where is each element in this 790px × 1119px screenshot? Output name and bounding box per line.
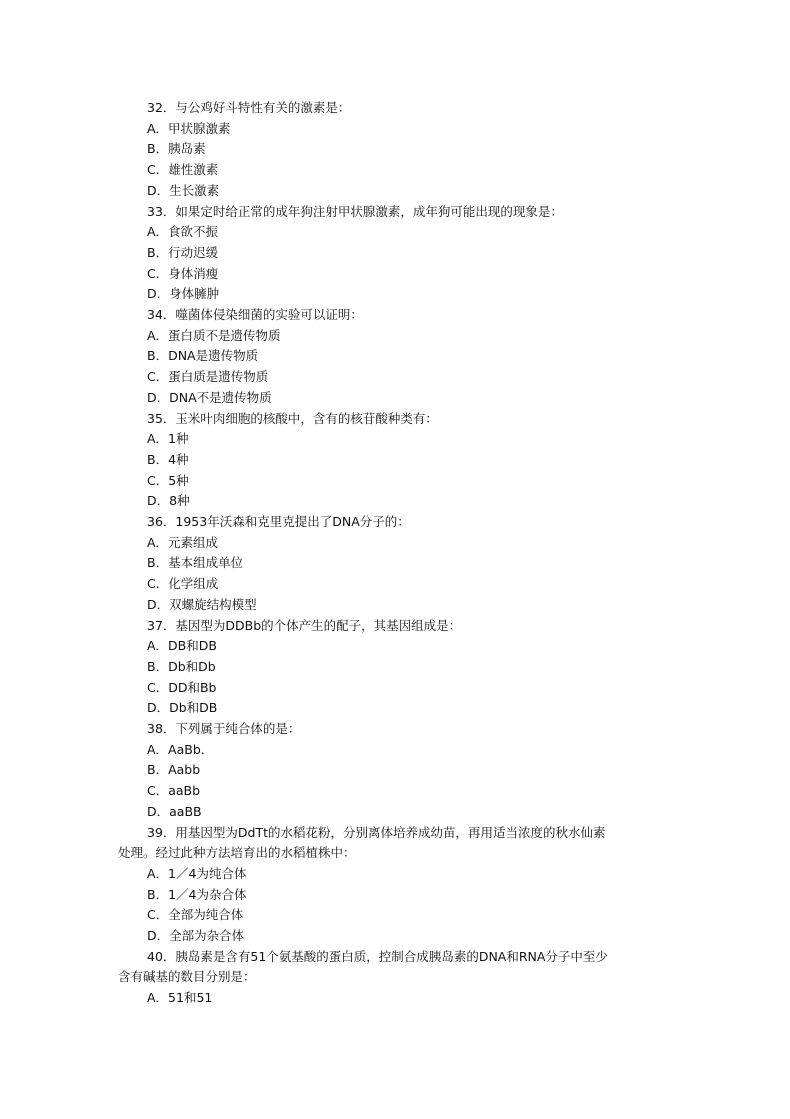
text-line: 含有碱基的数目分别是： bbox=[118, 969, 256, 985]
text-line: B．4种 bbox=[147, 451, 189, 467]
text-line: B．行动迟缓 bbox=[147, 244, 219, 260]
text-line: C．化学组成 bbox=[147, 576, 219, 592]
text-line: 37．基因型为DDBb的个体产生的配子，其基因组成是： bbox=[147, 617, 462, 633]
text-line: C．aaBb bbox=[147, 783, 201, 799]
text-line: B．1／4为杂合体 bbox=[147, 886, 247, 902]
text-line: B．Aabb bbox=[147, 762, 201, 778]
text-line: D．Db和DB bbox=[147, 700, 218, 716]
text-line: B．基本组成单位 bbox=[147, 555, 244, 571]
text-line: 33．如果定时给正常的成年狗注射甲状腺激素，成年狗可能出现的现象是： bbox=[147, 203, 563, 219]
text-line: C．身体消瘦 bbox=[147, 265, 219, 281]
text-line: C．DD和Bb bbox=[147, 679, 217, 695]
text-line: B．DNA是遗传物质 bbox=[147, 348, 259, 364]
text-line: 38．下列属于纯合体的是： bbox=[147, 721, 301, 736]
text-line: 35．玉米叶肉细胞的核酸中，含有的核苷酸种类有： bbox=[147, 410, 438, 426]
text-line: 36．1953年沃森和克里克提出了DNA分子的： bbox=[147, 514, 410, 529]
text-line: C．雄性激素 bbox=[147, 162, 219, 178]
text-line: A．AaBb． bbox=[147, 741, 214, 757]
text-line: D．身体臃肿 bbox=[147, 286, 220, 302]
text-line: 39．用基因型为DdTt的水稻花粉，分别离体培养成幼苗，再用适当浓度的秋水仙素 bbox=[147, 824, 606, 840]
text-line: A．51和51 bbox=[147, 990, 213, 1006]
text-line: A．1种 bbox=[147, 431, 189, 447]
text-line: D．8种 bbox=[147, 493, 190, 509]
text-line: D．双螺旋结构模型 bbox=[147, 596, 257, 612]
text-line: D．DNA不是遗传物质 bbox=[147, 389, 272, 405]
text-line: A．蛋白质不是遗传物质 bbox=[147, 327, 281, 343]
text-line: 处理。经过此种方法培育出的水稻植株中： bbox=[118, 845, 356, 861]
text-line: B．胰岛素 bbox=[147, 141, 206, 157]
text-line: 34．噬菌体侵染细菌的实验可以证明： bbox=[147, 307, 363, 322]
text-line: D．全部为杂合体 bbox=[147, 928, 245, 943]
text-line: A．食欲不振 bbox=[147, 224, 219, 240]
text-line: C．全部为纯合体 bbox=[147, 907, 244, 923]
text-line: A．甲状腺激素 bbox=[147, 120, 231, 136]
text-line: D．生长激素 bbox=[147, 182, 220, 198]
text-line: D．aaBB bbox=[147, 803, 202, 819]
text-line: C．蛋白质是遗传物质 bbox=[147, 369, 269, 385]
text-line: A．1／4为纯合体 bbox=[147, 865, 247, 881]
text-line: A．元素组成 bbox=[147, 534, 219, 550]
text-line: A．DB和DB bbox=[147, 638, 217, 654]
text-line: 32．与公鸡好斗特性有关的激素是： bbox=[147, 100, 351, 115]
text-line: B．Db和Db bbox=[147, 658, 216, 674]
text-line: 40．胰岛素是含有51个氨基酸的蛋白质，控制合成胰岛素的DNA和RNA分子中至少 bbox=[147, 948, 608, 964]
text-line: C．5种 bbox=[147, 472, 189, 488]
